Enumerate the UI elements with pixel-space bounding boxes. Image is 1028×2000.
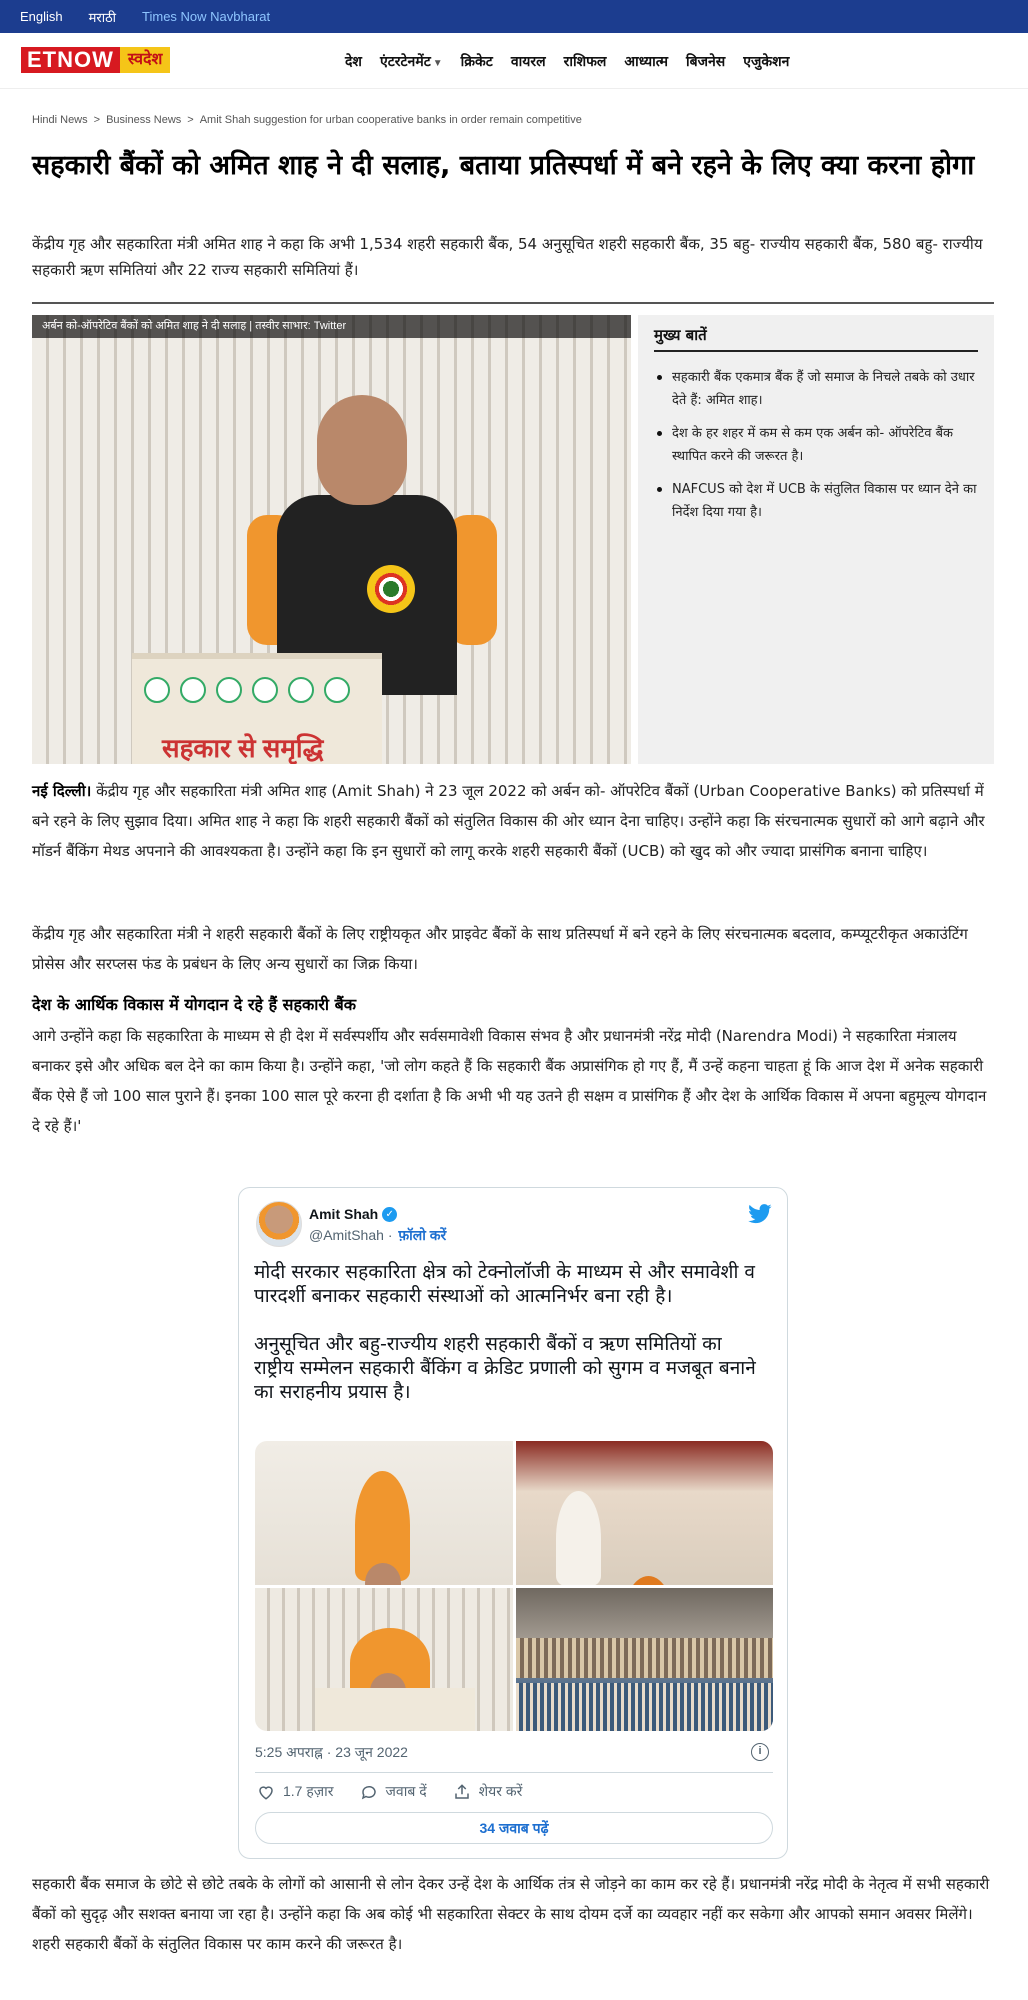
tweet-photo[interactable] — [255, 1441, 513, 1585]
tweet-timestamp[interactable]: 5:25 अपराह्न · 23 जून 2022 — [255, 1744, 408, 1760]
nav-item-education[interactable]: एजुकेशन — [743, 52, 790, 69]
section-subheading: देश के आर्थिक विकास में योगदान दे रहे हैं सहकारी बैंक — [32, 995, 357, 1014]
logo-etnow: ETNOW — [21, 47, 120, 73]
paragraph-text: केंद्रीय गृह और सहकारिता मंत्री अमित शाह (Amit Shah) ने 23 जूल 2022 को अर्बन को- ऑपरेटिव बैंकों (Urban Cooperative Banks) को प्रतिस्पर्धा में बने रहने के लिए सुझाव दिया। अमित शाह ने कहा कि शहरी सहकारी बैंकों को संतुलित विकास की ओर ध्यान देना चाहिए। उन्होंने कहा कि संरचनात्मक सुधारों को आगे बढ़ाने और मॉडर्न बैंकिंग मेथड अपनाने की आवश्यकता है। उन्होंने कहा कि इन सुधारों को लागू करके शहरी सहकारी बैंकों (UCB) को खुद को और ज्यादा प्रासंगिक बनाना चाहिए। — [32, 782, 985, 860]
share-button[interactable] — [453, 1782, 523, 1801]
share-icon — [453, 1783, 471, 1801]
avatar[interactable] — [256, 1201, 302, 1247]
badge-icon — [367, 565, 415, 613]
article-paragraph — [32, 776, 994, 866]
key-point-item: NAFCUS को देश में UCB के संतुलित विकास पर ध्यान देने का निर्देश दिया गया है। — [654, 478, 978, 524]
site-header — [0, 33, 1028, 89]
verified-icon: ✓ — [382, 1207, 397, 1222]
breadcrumb — [32, 114, 582, 126]
logo-swadesh: स्वदेश — [120, 47, 171, 73]
read-replies-button[interactable]: 34 जवाब पढ़ें — [255, 1812, 773, 1844]
separator-dot: · — [387, 1227, 393, 1243]
like-count: 1.7 हज़ार — [283, 1783, 334, 1799]
follow-button[interactable]: फ़ॉलो करें — [398, 1227, 447, 1243]
tweet-author-name: Amit Shah — [309, 1206, 379, 1222]
article-paragraph: आगे उन्होंने कहा कि सहकारिता के माध्यम से ही देश में सर्वस्पर्शीय और सर्वसमावेशी विकास संभव है और प्रधानमंत्री नरेंद्र मोदी (Narendra Modi) ने सहकारिता मंत्रालय बनाकर इसे और अधिक बल देने का काम किया है। उन्होंने कहा, 'जो लोग कहते हैं कि सहकारी बैंक अप्रासंगिक हो गए हैं, मैं उन्हें कहना चाहता हूं कि आज देश में अनेक सहकारी बैंक ऐसे हैं जो 100 साल पुराने हैं। इनका 100 साल पूरे करना ही दर्शाता है कि अभी भी यह उतने ही सक्षम व प्रासंगिक हैं और देश के आर्थिक विकास में अपना बहुमूल्य योगदान दे रहे हैं।' — [32, 1027, 987, 1135]
lang-english-link[interactable]: English — [20, 9, 63, 24]
article-paragraph: केंद्रीय गृह और सहकारिता मंत्री ने शहरी सहकारी बैंकों के लिए राष्ट्रीयकृत और प्राइवेट बैंकों के साथ प्रतिस्पर्धा में बने रहने के लिए संरचनात्मक बदलाव, कम्प्यूटरीकृत अकाउंटिंग प्रोसेस और सरप्लस फंड के प्रबंधन के लिए अन्य सुधारों का जिक्र किया। — [32, 925, 968, 973]
nav-item-rashifal[interactable]: राशिफल — [563, 52, 607, 69]
embedded-tweet — [238, 1187, 788, 1859]
info-icon[interactable]: i — [751, 1743, 769, 1761]
breadcrumb-separator: > — [93, 114, 101, 126]
tweet-author[interactable] — [309, 1206, 397, 1222]
nav-item-viral[interactable]: वायरल — [510, 52, 546, 69]
nav-item-business[interactable]: बिजनेस — [686, 52, 726, 69]
podium-logos — [144, 677, 350, 703]
site-logo[interactable] — [21, 47, 170, 73]
tweet-handle-row — [309, 1226, 446, 1245]
tweet-text: मोदी सरकार सहकारिता क्षेत्र को टेक्नोलॉजी के माध्यम से और समावेशी व पारदर्शी बनाकर सहकारी संस्थाओं को आत्मनिर्भर बना रही है। अनुसूचित और बहु-राज्यीय शहरी सहकारी बैंकों व ऋण समितियों का राष्ट्रीय सम्मेलन सहकारी बैंकिंग व क्रेडिट प्रणाली को सुगम व मजबूत बनाने का सराहनीय प्रयास है। — [254, 1261, 756, 1403]
article-headline: सहकारी बैंकों को अमित शाह ने दी सलाह, बताया प्रतिस्पर्धा में बने रहने के लिए क्या करना होगा — [32, 150, 975, 181]
podium — [132, 653, 382, 764]
breadcrumb-business-news[interactable]: Business News — [106, 114, 182, 126]
article-summary: केंद्रीय गृह और सहकारिता मंत्री अमित शाह ने कहा कि अभी 1,534 शहरी सहकारी बैंक, 54 अनुसूचित शहरी सहकारी बैंक, 35 बहु- राज्यीय सहकारी बैंक, 580 बहु- राज्यीय सहकारी ऋण समितियां और 22 राज्य सहकारी समितियां हैं। — [32, 235, 983, 279]
like-button[interactable] — [257, 1782, 334, 1801]
breadcrumb-separator: > — [187, 114, 194, 126]
nav-item-adhyatm[interactable]: आध्यात्म — [624, 52, 669, 69]
reply-button[interactable] — [360, 1782, 427, 1801]
key-points-list — [654, 366, 978, 524]
breadcrumb-hindi-news[interactable]: Hindi News — [32, 114, 88, 126]
key-point-item: सहकारी बैंक एकमात्र बैंक हैं जो समाज के निचले तबके को उधार देते हैं: अमित शाह। — [654, 366, 978, 412]
reply-bubble-icon — [360, 1783, 378, 1801]
chevron-down-icon: ▼ — [432, 57, 443, 69]
twitter-bird-icon[interactable] — [748, 1204, 772, 1224]
tweet-handle[interactable]: @AmitShah — [309, 1227, 384, 1243]
tweet-photo[interactable] — [516, 1441, 774, 1585]
podium-text: सहकार से समृद्धि — [162, 733, 324, 763]
nav-item-entertainment[interactable] — [380, 52, 443, 71]
divider — [255, 1772, 773, 1773]
hero-image — [32, 315, 631, 764]
nav-item-label: एंटरटेनमेंट — [379, 52, 431, 69]
tweet-actions — [257, 1782, 522, 1801]
divider — [32, 302, 994, 304]
article-paragraph: सहकारी बैंक समाज के छोटे से छोटे तबके के लोगों को आसानी से लोन देकर उन्हें देश के आर्थिक तंत्र से जोड़ने का काम कर रहे हैं। प्रधानमंत्री नरेंद्र मोदी के नेतृत्व में सभी सहकारी बैंकों को सुदृढ़ और सशक्त बनाया जा रहा है। उन्होंने कहा कि अब कोई भी सहकारिता सेक्टर के साथ दोयम दर्जे का व्यवहार नहीं कर सकेगा और आपको समान अवसर मिलेंगे। शहरी सहकारी बैंकों के संतुलित विकास पर काम करने की जरूरत है। — [32, 1875, 990, 1953]
navbharat-link[interactable]: Times Now Navbharat — [142, 9, 271, 24]
main-nav — [345, 33, 789, 89]
breadcrumb-current: Amit Shah suggestion for urban cooperative banks in order remain competitive — [199, 114, 582, 126]
heart-icon — [257, 1783, 275, 1801]
key-points-box — [638, 315, 994, 764]
image-caption: अर्बन को-ऑपरेटिव बैंकों को अमित शाह ने दी सलाह | तस्वीर साभार: Twitter — [32, 315, 631, 338]
language-bar — [0, 0, 1028, 33]
tweet-photo[interactable] — [516, 1588, 774, 1732]
tweet-media-grid[interactable] — [255, 1441, 773, 1731]
nav-item-desh[interactable]: देश — [345, 52, 362, 69]
reply-label: जवाब दें — [385, 1783, 427, 1799]
lang-marathi-link[interactable]: मराठी — [88, 9, 117, 25]
nav-item-cricket[interactable]: क्रिकेट — [460, 52, 493, 69]
share-label: शेयर करें — [478, 1783, 523, 1799]
tweet-photo[interactable] — [255, 1588, 513, 1732]
dateline: नई दिल्ली। — [32, 782, 92, 800]
key-points-title: मुख्य बातें — [654, 325, 978, 352]
key-point-item: देश के हर शहर में कम से कम एक अर्बन को- ऑपरेटिव बैंक स्थापित करने की जरूरत है। — [654, 422, 978, 468]
